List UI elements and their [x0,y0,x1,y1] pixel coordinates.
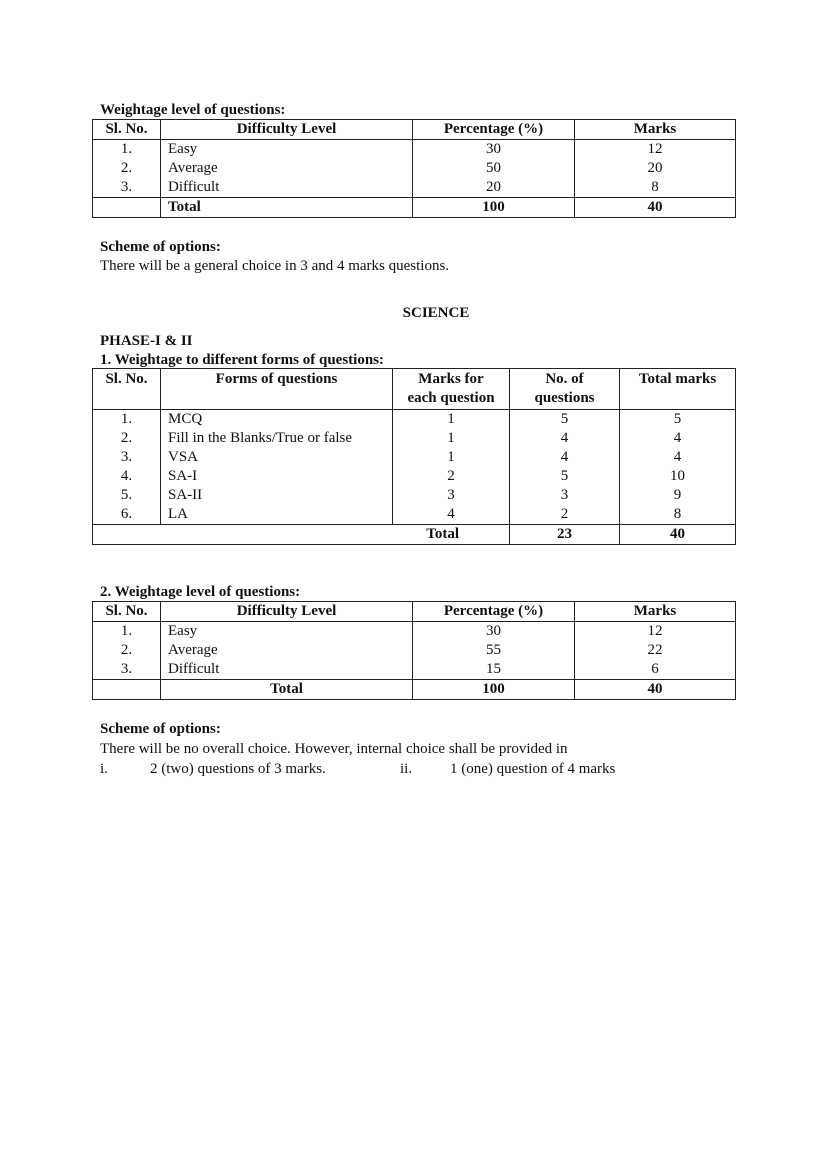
cell-marks: 8 [575,178,736,198]
cell-sl: 2. [93,159,161,178]
cell-marks: 12 [575,140,736,160]
header-marks-each-line2: each question [407,390,495,406]
cell-sl: 1. [93,622,161,642]
cell-sl: 4. [93,467,161,486]
cell-form: SA-II [161,486,393,505]
cell-form: VSA [161,448,393,467]
cell-num: 5 [510,410,620,430]
cell-num: 2 [510,505,620,525]
cell-num: 4 [510,429,620,448]
cell-each: 1 [393,448,510,467]
science-weightage-table [92,601,736,700]
scheme-text: There will be a general choice in 3 and 4 marks questions. [100,258,450,274]
table-row [93,622,736,642]
cell-num: 3 [510,486,620,505]
cell-level: Average [161,159,413,178]
weightage-level-heading: 2. Weightage level of questions: [100,584,301,600]
total-marks: 40 [620,525,736,545]
total-marks: 40 [575,680,736,700]
table-row [93,486,736,505]
weightage-table [92,119,736,218]
cell-sl: 5. [93,486,161,505]
cell-total: 4 [620,448,736,467]
science-scheme-text: There will be no overall choice. However, internal choice shall be provided in [100,741,568,757]
header-num-line2: questions [534,390,595,406]
science-title: SCIENCE [402,305,470,321]
cell-level: Easy [161,140,413,160]
table-header-row [93,602,736,622]
cell-total: 4 [620,429,736,448]
total-label: Total [161,198,413,218]
table-row [93,467,736,486]
cell-total: 8 [620,505,736,525]
cell-sl: 1. [93,410,161,430]
forms-heading: 1. Weightage to different forms of questions: [100,352,385,368]
cell-sl: 3. [93,660,161,680]
cell-empty [93,198,161,218]
cell-form: Fill in the Blanks/True or false [161,429,393,448]
total-row [93,680,736,700]
table-row [93,660,736,680]
table-header-row [93,120,736,140]
cell-pct: 30 [413,140,575,160]
table-row [93,505,736,525]
cell-num: 4 [510,448,620,467]
cell-sl: 1. [93,140,161,160]
header-marks-each-line1: Marks for [418,371,484,387]
table-row [93,448,736,467]
cell-marks: 22 [575,641,736,660]
forms-table [92,368,736,545]
table-row [93,140,736,160]
total-marks: 40 [575,198,736,218]
phase-heading: PHASE-I & II [100,333,193,349]
total-pct: 100 [413,680,575,700]
total-pct: 100 [413,198,575,218]
cell-each: 1 [393,410,510,430]
header-total-marks: Total marks [620,369,736,410]
cell-total: 5 [620,410,736,430]
cell-level: Average [161,641,413,660]
cell-sl: 2. [93,429,161,448]
cell-marks: 20 [575,159,736,178]
header-num-line1: No. of [545,371,584,387]
total-label: Total [93,525,510,545]
cell-total: 10 [620,467,736,486]
cell-sl: 3. [93,448,161,467]
cell-empty [93,680,161,700]
cell-sl: 6. [93,505,161,525]
cell-pct: 30 [413,622,575,642]
header-difficulty: Difficulty Level [161,120,413,140]
cell-level: Difficult [161,178,413,198]
total-row [93,198,736,218]
table-row [93,641,736,660]
option-num: ii. [400,761,413,777]
option-text: 2 (two) questions of 3 marks. [150,761,326,777]
table-header-row [93,369,736,410]
cell-sl: 2. [93,641,161,660]
cell-each: 1 [393,429,510,448]
cell-form: MCQ [161,410,393,430]
cell-total: 9 [620,486,736,505]
cell-form: LA [161,505,393,525]
cell-each: 4 [393,505,510,525]
cell-pct: 15 [413,660,575,680]
option-num: i. [100,761,108,777]
option-text: 1 (one) question of 4 marks [450,761,616,777]
table-row [93,178,736,198]
cell-pct: 50 [413,159,575,178]
total-num: 23 [510,525,620,545]
header-percentage: Percentage (%) [413,120,575,140]
header-marks: Marks [575,120,736,140]
table-row [93,159,736,178]
header-percentage: Percentage (%) [413,602,575,622]
header-marks: Marks [575,602,736,622]
cell-sl: 3. [93,178,161,198]
header-sl-no: Sl. No. [93,602,161,622]
table-row [93,410,736,430]
cell-marks: 6 [575,660,736,680]
header-num-questions [510,369,620,410]
cell-pct: 55 [413,641,575,660]
header-difficulty: Difficulty Level [161,602,413,622]
cell-marks: 12 [575,622,736,642]
cell-pct: 20 [413,178,575,198]
header-forms: Forms of questions [161,369,393,410]
table-row [93,429,736,448]
scheme-heading: Scheme of options: [100,239,221,255]
total-label: Total [161,680,413,700]
cell-level: Difficult [161,660,413,680]
cell-level: Easy [161,622,413,642]
cell-each: 3 [393,486,510,505]
cell-form: SA-I [161,467,393,486]
header-marks-each [393,369,510,410]
weightage-heading: Weightage level of questions: [100,102,286,118]
header-sl-no: Sl. No. [93,369,161,410]
total-row [93,525,736,545]
science-scheme-heading: Scheme of options: [100,721,221,737]
header-sl-no: Sl. No. [93,120,161,140]
cell-num: 5 [510,467,620,486]
cell-each: 2 [393,467,510,486]
